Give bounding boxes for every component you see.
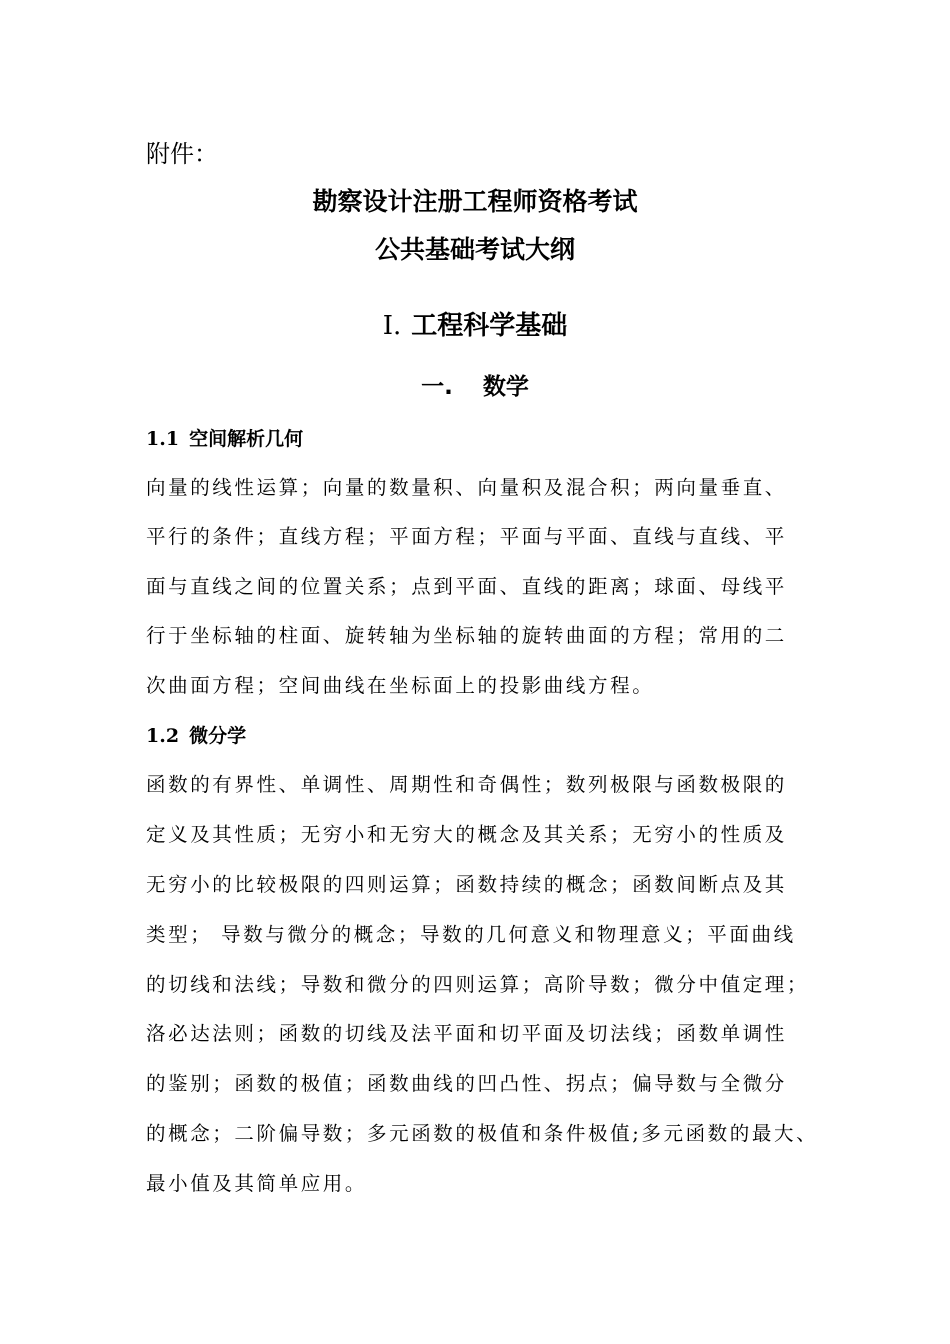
section-heading [146, 721, 246, 751]
chapter-number: 一. [421, 374, 453, 400]
section-heading [146, 424, 303, 454]
paragraph-line: 行于坐标轴的柱面、旋转轴为坐标轴的旋转曲面的方程；常用的二 [146, 624, 787, 647]
paragraph-line: 的切线和法线；导数和微分的四则运算；高阶导数；微分中值定理； [146, 973, 810, 996]
paragraph-line: 定义及其性质；无穷小和无穷大的概念及其关系；无穷小的性质及 [146, 823, 787, 846]
attachment-label: 附件： [146, 140, 218, 168]
paragraph-line: 无穷小的比较极限的四则运算；函数持续的概念；函数间断点及其 [146, 873, 787, 896]
paragraph-line: 洛必达法则；函数的切线及法平面和切平面及切法线；函数单调性 [146, 1022, 787, 1045]
chapter-heading [0, 368, 950, 406]
document-title-line-1: 勘察设计注册工程师资格考试 [312, 187, 638, 216]
paragraph-line: 平行的条件；直线方程；平面方程；平面与平面、直线与直线、平 [146, 525, 787, 548]
part-heading [0, 306, 950, 346]
section-title: 微分学 [189, 725, 247, 747]
section-number: 1.2 [146, 725, 180, 747]
paragraph-line: 向量的线性运算；向量的数量积、向量积及混合积；两向量垂直、 [146, 476, 787, 499]
section-title: 空间解析几何 [189, 428, 304, 450]
document-title-line-2: 公共基础考试大纲 [374, 235, 575, 264]
paragraph-line: 类型； 导数与微分的概念；导数的几何意义和物理意义；平面曲线 [146, 923, 796, 946]
part-number: I. [382, 311, 402, 341]
paragraph-line: 面与直线之间的位置关系；点到平面、直线的距离；球面、母线平 [146, 575, 787, 598]
part-title: 工程科学基础 [411, 311, 568, 341]
section-number: 1.1 [146, 428, 180, 450]
paragraph-line: 次曲面方程；空间曲线在坐标面上的投影曲线方程。 [146, 674, 655, 697]
paragraph-line: 函数的有界性、单调性、周期性和奇偶性；数列极限与函数极限的 [146, 773, 787, 796]
chapter-title: 数学 [482, 374, 529, 400]
paragraph-line: 的概念；二阶偏导数；多元函数的极值和条件极值;多元函数的最大、 [146, 1122, 819, 1145]
paragraph-line: 的鉴别；函数的极值；函数曲线的凹凸性、拐点；偏导数与全微分 [146, 1072, 787, 1095]
paragraph-line: 最小值及其简单应用。 [146, 1172, 368, 1195]
